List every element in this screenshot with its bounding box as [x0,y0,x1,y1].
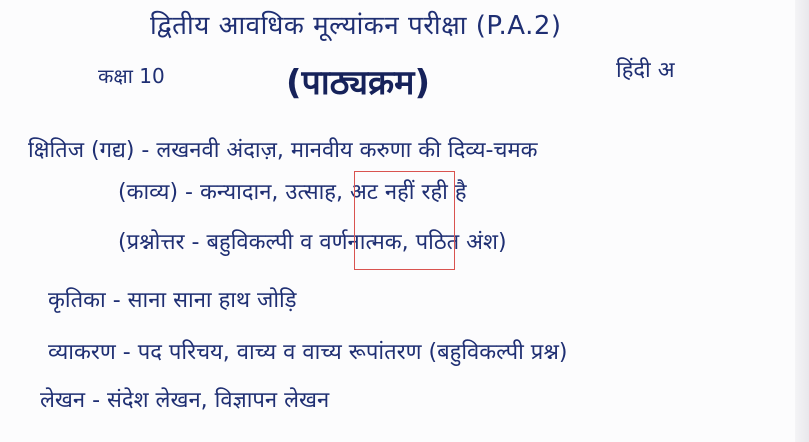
grammar-line: व्याकरण - पद परिचय, वाच्य व वाच्य रूपांतरण (बहुविकल्पी प्रश्न) [48,340,568,365]
kritika-line: कृतिका - साना साना हाथ जोड़ि [48,288,297,313]
kshitij-prose-line: क्षितिज (गद्य) - लखनवी अंदाज़, मानवीय करुणा की दिव्य-चमक [28,138,538,163]
page-edge [795,0,809,442]
kshitij-poetry-line: (काव्य) - कन्यादान, उत्साह, अट नहीं रही है [118,180,467,205]
writing-line: लेखन - संदेश लेखन, विज्ञापन लेखन [40,388,330,413]
syllabus-heading: (पाठ्यक्रम) [286,63,431,103]
page-title: द्वितीय आवधिक मूल्यांकन परीक्षा (P.A.2) [150,11,562,41]
question-types-line: (प्रश्नोत्तर - बहुविकल्पी व वर्णनात्मक, पठित अंश) [118,230,507,255]
highlight-box [354,171,455,270]
class-label: कक्षा 10 [98,64,165,88]
subject-label: हिंदी अ [616,58,675,83]
